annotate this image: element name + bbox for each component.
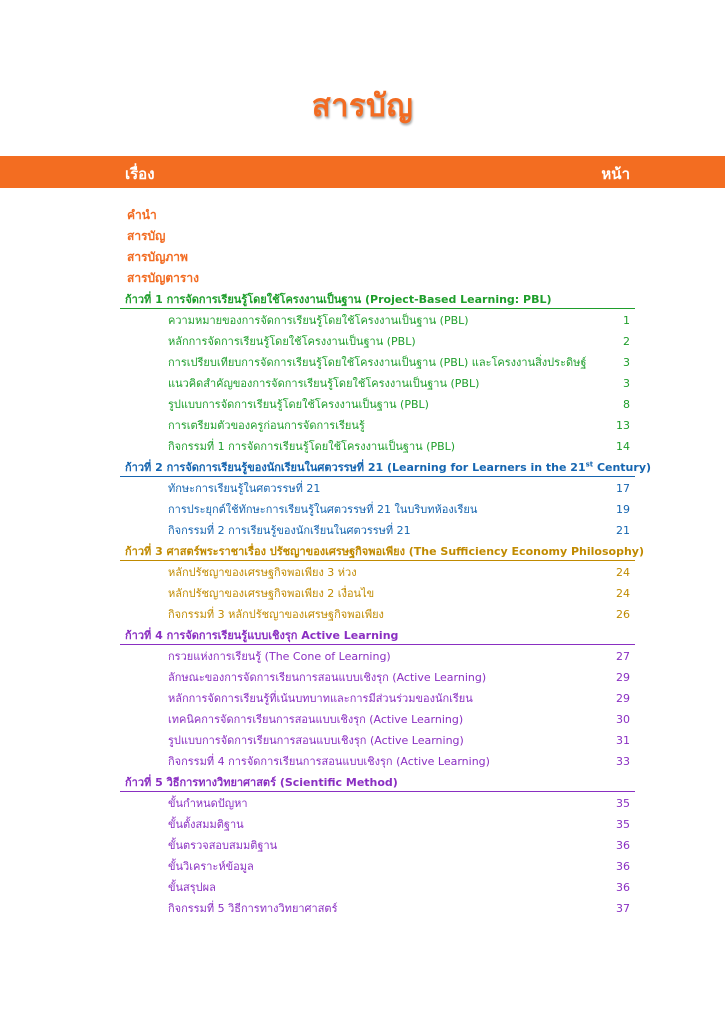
- toc-entry-label: กรวยแห่งการเรียนรู้ (The Cone of Learning): [168, 650, 391, 663]
- toc-entry-page: 3: [623, 377, 630, 390]
- toc-entry-page: 36: [616, 860, 630, 873]
- toc-entry-page: 33: [616, 755, 630, 768]
- toc-entry[interactable]: [0, 394, 725, 415]
- chapter-title: ก้าวที่ 1 การจัดการเรียนรู้โดยใช้โครงงานเป็นฐาน (Project-Based Learning: PBL): [125, 293, 552, 306]
- toc-entry-label: การเตรียมตัวของครูก่อนการจัดการเรียนรู้: [168, 419, 365, 432]
- toc-entry-page: 8: [623, 398, 630, 411]
- chapter-underline: [120, 476, 635, 477]
- toc-entry-page: 19: [616, 503, 630, 516]
- toc-entry-label: ทักษะการเรียนรู้ในศตวรรษที่ 21: [168, 482, 321, 495]
- toc-entry-page: 13: [616, 419, 630, 432]
- chapter-underline: [120, 560, 635, 561]
- toc-entry-label: กิจกรรมที่ 2 การเรียนรู้ของนักเรียนในศตวรรษที่ 21: [168, 524, 411, 537]
- toc-entry[interactable]: [0, 793, 725, 814]
- toc-entry[interactable]: [0, 709, 725, 730]
- chapter-underline: [120, 791, 635, 792]
- toc-entry[interactable]: [0, 877, 725, 898]
- toc-entry-label: หลักการจัดการเรียนรู้ที่เน้นบทบาทและการมีส่วนร่วมของนักเรียน: [168, 692, 473, 705]
- toc-entry-label: หลักปรัชญาของเศรษฐกิจพอเพียง 3 ห่วง: [168, 566, 357, 579]
- toc-entry[interactable]: [0, 415, 725, 436]
- toc-entry-page: 35: [616, 797, 630, 810]
- toc-entry[interactable]: [0, 520, 725, 541]
- toc-entry[interactable]: [0, 835, 725, 856]
- toc-entry[interactable]: [0, 331, 725, 352]
- toc-entry-label: รูปแบบการจัดการเรียนรู้โดยใช้โครงงานเป็นฐาน (PBL): [168, 398, 429, 411]
- toc-entry[interactable]: [0, 478, 725, 499]
- toc-entry-page: 36: [616, 839, 630, 852]
- toc-entry-label: หลักปรัชญาของเศรษฐกิจพอเพียง 2 เงื่อนไข: [168, 587, 375, 600]
- page-title: สารบัญ: [311, 88, 414, 124]
- table-of-contents: [0, 205, 725, 919]
- toc-entry-page: 29: [616, 671, 630, 684]
- toc-entry[interactable]: [0, 751, 725, 772]
- chapter-heading[interactable]: [0, 457, 725, 478]
- toc-entry[interactable]: [0, 898, 725, 919]
- toc-entry-label: กิจกรรมที่ 1 การจัดการเรียนรู้โดยใช้โครงงานเป็นฐาน (PBL): [168, 440, 456, 453]
- chapter-title-tail: Century): [593, 461, 652, 474]
- toc-entry-label: ขั้นตั้งสมมติฐาน: [168, 818, 244, 831]
- toc-entry[interactable]: [0, 814, 725, 835]
- front-matter-link[interactable]: สารบัญ: [127, 229, 166, 243]
- toc-entry-label: กิจกรรมที่ 3 หลักปรัชญาของเศรษฐกิจพอเพียง: [168, 608, 384, 621]
- chapter-underline: [120, 644, 635, 645]
- toc-entry-label: การประยุกต์ใช้ทักษะการเรียนรู้ในศตวรรษที่ 21 ในบริบทห้องเรียน: [168, 503, 478, 516]
- toc-entry-page: 1: [623, 314, 630, 327]
- toc-entry-page: 37: [616, 902, 630, 915]
- toc-entry-label: เทคนิคการจัดการเรียนการสอนแบบเชิงรุก (Active Learning): [168, 713, 464, 726]
- toc-entry[interactable]: [0, 352, 725, 373]
- toc-entry-label: ขั้นวิเคราะห์ข้อมูล: [168, 860, 254, 873]
- toc-entry[interactable]: [0, 436, 725, 457]
- toc-entry-page: 27: [616, 650, 630, 663]
- chapter-title: ก้าวที่ 4 การจัดการเรียนรู้แบบเชิงรุก Active Learning: [125, 629, 399, 642]
- toc-entry-label: ความหมายของการจัดการเรียนรู้โดยใช้โครงงานเป็นฐาน (PBL): [168, 314, 469, 327]
- toc-entry-page: 35: [616, 818, 630, 831]
- toc-entry-page: 31: [616, 734, 630, 747]
- toc-entry-page: 14: [616, 440, 630, 453]
- toc-entry[interactable]: [0, 730, 725, 751]
- toc-entry-page: 29: [616, 692, 630, 705]
- front-matter-link[interactable]: คำนำ: [127, 208, 157, 222]
- chapter-heading[interactable]: [0, 772, 725, 793]
- toc-entry-page: 24: [616, 587, 630, 600]
- toc-entry-label: ลักษณะของการจัดการเรียนการสอนแบบเชิงรุก (Active Learning): [168, 671, 487, 684]
- chapter-underline: [120, 308, 635, 309]
- toc-entry-label: รูปแบบการจัดการเรียนการสอนแบบเชิงรุก (Active Learning): [168, 734, 464, 747]
- toc-entry[interactable]: [0, 688, 725, 709]
- toc-entry-page: 17: [616, 482, 630, 495]
- toc-entry[interactable]: [0, 562, 725, 583]
- chapter-title-superscript: st: [585, 460, 594, 469]
- toc-entry[interactable]: [0, 667, 725, 688]
- toc-entry-page: 24: [616, 566, 630, 579]
- toc-entry-label: ขั้นกำหนดปัญหา: [168, 797, 248, 810]
- toc-entry[interactable]: [0, 646, 725, 667]
- toc-entry[interactable]: [0, 604, 725, 625]
- front-matter-link[interactable]: สารบัญตาราง: [127, 271, 199, 285]
- toc-entry-page: 26: [616, 608, 630, 621]
- toc-entry-page: 36: [616, 881, 630, 894]
- toc-entry-page: 30: [616, 713, 630, 726]
- chapter-heading[interactable]: [0, 625, 725, 646]
- toc-entry[interactable]: [0, 499, 725, 520]
- toc-entry-label: หลักการจัดการเรียนรู้โดยใช้โครงงานเป็นฐาน (PBL): [168, 335, 416, 348]
- chapter-title: ก้าวที่ 5 วิธีการทางวิทยาศาสตร์ (Scientific Method): [125, 776, 398, 789]
- toc-entry-label: ขั้นสรุปผล: [168, 881, 216, 894]
- chapter-title: ก้าวที่ 3 ศาสตร์พระราชาเรื่อง ปรัชญาของเศรษฐกิจพอเพียง (The Sufficiency Economy Philosophy): [125, 545, 644, 558]
- toc-entry-label: กิจกรรมที่ 5 วิธีการทางวิทยาศาสตร์: [168, 902, 338, 915]
- toc-entry-page: 2: [623, 335, 630, 348]
- toc-entry-page: 3: [623, 356, 630, 369]
- toc-entry[interactable]: [0, 856, 725, 877]
- toc-entry[interactable]: [0, 583, 725, 604]
- chapter-heading[interactable]: [0, 289, 725, 310]
- front-matter-link[interactable]: สารบัญภาพ: [127, 250, 188, 264]
- toc-entry-label: กิจกรรมที่ 4 การจัดการเรียนการสอนแบบเชิงรุก (Active Learning): [168, 755, 490, 768]
- topic-column-label: เรื่อง: [125, 165, 155, 183]
- toc-entry[interactable]: [0, 373, 725, 394]
- chapter-title: ก้าวที่ 2 การจัดการเรียนรู้ของนักเรียนในศตวรรษที่ 21 (Learning for Learners in the 21: [125, 461, 586, 474]
- chapter-heading[interactable]: [0, 541, 725, 562]
- toc-entry-page: 21: [616, 524, 630, 537]
- toc-entry-label: แนวคิดสำคัญของการจัดการเรียนรู้โดยใช้โครงงานเป็นฐาน (PBL): [168, 377, 480, 390]
- toc-entry-label: การเปรียบเทียบการจัดการเรียนรู้โดยใช้โครงงานเป็นฐาน (PBL) และโครงงานสิ่งประดิษฐ์: [168, 356, 587, 369]
- toc-entry-label: ขั้นตรวจสอบสมมติฐาน: [168, 839, 278, 852]
- header-bar: [0, 156, 725, 188]
- toc-entry[interactable]: [0, 310, 725, 331]
- page-column-label: หน้า: [601, 165, 630, 183]
